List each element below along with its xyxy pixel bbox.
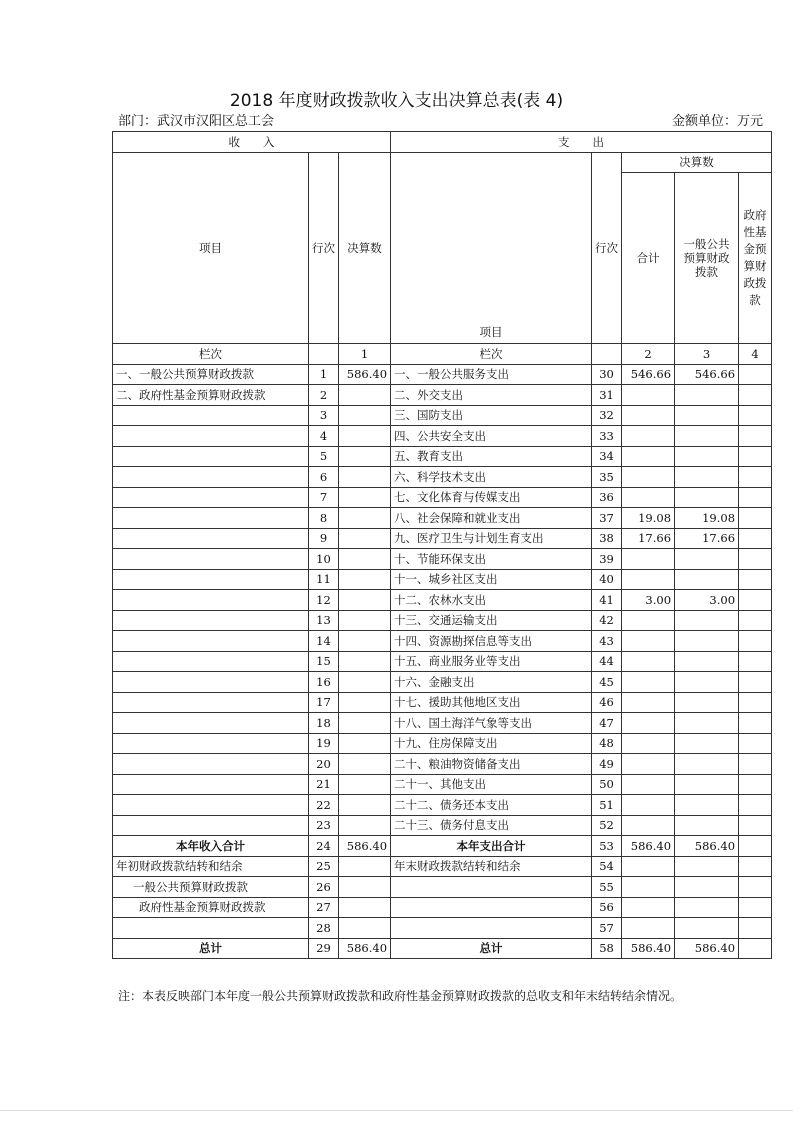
table-row xyxy=(113,508,772,529)
final-amount-header: 决算数 xyxy=(622,152,772,173)
table-row xyxy=(113,549,772,570)
in-no-cell: 1 xyxy=(309,364,339,385)
ex-no-cell: 31 xyxy=(592,385,622,406)
row-label-cell: 栏次 xyxy=(113,344,309,365)
table-row xyxy=(113,774,772,795)
ex-total-cell xyxy=(622,426,675,447)
ex-no-cell: 47 xyxy=(592,713,622,734)
ex-no-cell: 30 xyxy=(592,364,622,385)
ex-gen-cell xyxy=(675,631,739,652)
in-amt-cell xyxy=(339,549,391,570)
in-amt-cell xyxy=(339,508,391,529)
ex-total-cell xyxy=(622,692,675,713)
in-no-cell: 16 xyxy=(309,672,339,693)
ex-total-cell xyxy=(622,795,675,816)
ex-fund-cell xyxy=(739,446,772,467)
col-index-3: 3 xyxy=(675,344,739,365)
in-no-cell: 2 xyxy=(309,385,339,406)
ex-item-cell: 十九、住房保障支出 xyxy=(391,733,592,754)
in-item-cell xyxy=(113,405,309,426)
in-item-cell: 一、一般公共预算财政拨款 xyxy=(113,364,309,385)
ex-total-cell xyxy=(622,774,675,795)
table-row xyxy=(113,631,772,652)
line-no: 53 xyxy=(592,836,622,857)
ex-total-cell: 17.66 xyxy=(622,528,675,549)
in-no-cell: 19 xyxy=(309,733,339,754)
general-carry-label: 一般公共预算财政拨款 xyxy=(113,877,309,898)
in-no-cell: 11 xyxy=(309,569,339,590)
table-row xyxy=(113,610,772,631)
in-amt-cell xyxy=(339,528,391,549)
amount: 586.40 xyxy=(675,938,739,959)
income-header: 收 入 xyxy=(113,132,391,153)
ex-fund-cell xyxy=(739,426,772,447)
in-amt-cell xyxy=(339,610,391,631)
total-header: 合计 xyxy=(622,173,675,344)
in-no-cell: 7 xyxy=(309,487,339,508)
ex-fund-cell xyxy=(739,795,772,816)
ex-gen-cell xyxy=(675,733,739,754)
ex-total-cell xyxy=(622,651,675,672)
ex-gen-cell xyxy=(675,385,739,406)
in-item-cell xyxy=(113,446,309,467)
in-amt-cell: 586.40 xyxy=(339,364,391,385)
col-index-4: 4 xyxy=(739,344,772,365)
ex-item-cell: 二十二、债务还本支出 xyxy=(391,795,592,816)
ex-gen-cell xyxy=(675,426,739,447)
in-no-cell: 18 xyxy=(309,713,339,734)
ex-total-cell xyxy=(622,610,675,631)
amount: 586.40 xyxy=(339,938,391,959)
ex-gen-cell xyxy=(675,569,739,590)
in-amt-cell xyxy=(339,569,391,590)
ex-item-cell: 四、公共安全支出 xyxy=(391,426,592,447)
in-no-cell: 6 xyxy=(309,467,339,488)
ex-no-cell: 49 xyxy=(592,754,622,775)
col-index-1: 1 xyxy=(339,344,391,365)
ex-gen-cell xyxy=(675,487,739,508)
table-row xyxy=(113,364,772,385)
in-item-cell xyxy=(113,467,309,488)
empty-cell xyxy=(592,344,622,365)
table-row xyxy=(113,405,772,426)
in-amt-cell xyxy=(339,733,391,754)
table-row xyxy=(113,815,772,836)
ex-item-cell: 六、科学技术支出 xyxy=(391,467,592,488)
in-item-cell xyxy=(113,692,309,713)
table-row xyxy=(113,672,772,693)
ex-item-cell: 五、教育支出 xyxy=(391,446,592,467)
ex-no-cell: 38 xyxy=(592,528,622,549)
income-line-header: 行次 xyxy=(309,152,339,344)
table-row xyxy=(113,733,772,754)
year-expense-label: 本年支出合计 xyxy=(391,836,592,857)
ex-item-cell: 十一、城乡社区支出 xyxy=(391,569,592,590)
ex-gen-cell xyxy=(675,467,739,488)
ex-total-cell xyxy=(622,672,675,693)
ex-fund-cell xyxy=(739,508,772,529)
table-row xyxy=(113,651,772,672)
in-no-cell: 15 xyxy=(309,651,339,672)
table-row xyxy=(113,713,772,734)
ex-fund-cell xyxy=(739,631,772,652)
in-no-cell: 17 xyxy=(309,692,339,713)
table-row xyxy=(113,795,772,816)
budget-table xyxy=(112,131,772,959)
empty-cell xyxy=(309,344,339,365)
expense-header: 支 出 xyxy=(391,132,772,153)
in-item-cell xyxy=(113,590,309,611)
fund-carry-label: 政府性基金预算财政拨款 xyxy=(113,897,309,918)
ex-total-cell xyxy=(622,631,675,652)
ex-gen-cell xyxy=(675,795,739,816)
ex-item-cell: 十六、金融支出 xyxy=(391,672,592,693)
ex-gen-cell xyxy=(675,815,739,836)
in-item-cell xyxy=(113,713,309,734)
ex-no-cell: 50 xyxy=(592,774,622,795)
ex-gen-cell xyxy=(675,549,739,570)
in-no-cell: 21 xyxy=(309,774,339,795)
ex-item-cell: 二十、粮油物资储备支出 xyxy=(391,754,592,775)
in-amt-cell xyxy=(339,426,391,447)
in-amt-cell xyxy=(339,467,391,488)
empty-cell xyxy=(339,856,391,877)
in-amt-cell xyxy=(339,692,391,713)
ex-no-cell: 40 xyxy=(592,569,622,590)
line-no: 58 xyxy=(592,938,622,959)
ex-no-cell: 35 xyxy=(592,467,622,488)
ex-item-cell: 十五、商业服务业等支出 xyxy=(391,651,592,672)
expense-item-header: 项目 xyxy=(391,152,592,344)
ex-total-cell xyxy=(622,733,675,754)
ex-gen-cell xyxy=(675,692,739,713)
ex-fund-cell xyxy=(739,774,772,795)
in-amt-cell xyxy=(339,754,391,775)
in-item-cell xyxy=(113,487,309,508)
ex-fund-cell xyxy=(739,569,772,590)
ex-no-cell: 44 xyxy=(592,651,622,672)
ex-item-cell: 二、外交支出 xyxy=(391,385,592,406)
ex-item-cell: 十四、资源勘探信息等支出 xyxy=(391,631,592,652)
in-amt-cell xyxy=(339,672,391,693)
ex-fund-cell xyxy=(739,549,772,570)
amount: 586.40 xyxy=(339,836,391,857)
in-no-cell: 20 xyxy=(309,754,339,775)
row-label-cell: 栏次 xyxy=(391,344,592,365)
unit-label: 金额单位：万元 xyxy=(671,114,763,129)
ex-gen-cell xyxy=(675,713,739,734)
amount: 586.40 xyxy=(622,938,675,959)
ex-fund-cell xyxy=(739,713,772,734)
table-row xyxy=(113,692,772,713)
ex-total-cell xyxy=(622,467,675,488)
carry-out-label: 年末财政拨款结转和结余 xyxy=(391,856,592,877)
ex-no-cell: 51 xyxy=(592,795,622,816)
in-amt-cell xyxy=(339,487,391,508)
ex-no-cell: 33 xyxy=(592,426,622,447)
ex-item-cell: 八、社会保障和就业支出 xyxy=(391,508,592,529)
ex-total-cell xyxy=(622,754,675,775)
ex-gen-cell xyxy=(675,405,739,426)
ex-no-cell: 34 xyxy=(592,446,622,467)
table-row xyxy=(113,754,772,775)
ex-fund-cell xyxy=(739,733,772,754)
line-no: 54 xyxy=(592,856,622,877)
carry-in-label: 年初财政拨款结转和结余 xyxy=(113,856,309,877)
in-amt-cell xyxy=(339,590,391,611)
ex-item-cell: 十八、国土海洋气象等支出 xyxy=(391,713,592,734)
in-item-cell xyxy=(113,549,309,570)
table-row xyxy=(113,569,772,590)
ex-item-cell: 二十一、其他支出 xyxy=(391,774,592,795)
table-row xyxy=(113,590,772,611)
in-no-cell: 23 xyxy=(309,815,339,836)
ex-fund-cell xyxy=(739,815,772,836)
ex-fund-cell xyxy=(739,610,772,631)
ex-no-cell: 46 xyxy=(592,692,622,713)
in-no-cell: 13 xyxy=(309,610,339,631)
ex-no-cell: 48 xyxy=(592,733,622,754)
in-no-cell: 14 xyxy=(309,631,339,652)
in-item-cell xyxy=(113,815,309,836)
ex-no-cell: 36 xyxy=(592,487,622,508)
ex-no-cell: 43 xyxy=(592,631,622,652)
ex-gen-cell: 17.66 xyxy=(675,528,739,549)
ex-fund-cell xyxy=(739,672,772,693)
amount: 586.40 xyxy=(675,836,739,857)
ex-item-cell: 七、文化体育与传媒支出 xyxy=(391,487,592,508)
in-no-cell: 12 xyxy=(309,590,339,611)
ex-total-cell: 19.08 xyxy=(622,508,675,529)
in-amt-cell xyxy=(339,713,391,734)
ex-item-cell: 十七、援助其他地区支出 xyxy=(391,692,592,713)
ex-total-cell xyxy=(622,549,675,570)
ex-no-cell: 52 xyxy=(592,815,622,836)
in-no-cell: 5 xyxy=(309,446,339,467)
ex-fund-cell xyxy=(739,364,772,385)
in-item-cell xyxy=(113,569,309,590)
in-item-cell xyxy=(113,508,309,529)
in-amt-cell xyxy=(339,385,391,406)
year-income-label: 本年收入合计 xyxy=(113,836,309,857)
in-no-cell: 4 xyxy=(309,426,339,447)
ex-no-cell: 37 xyxy=(592,508,622,529)
ex-no-cell: 42 xyxy=(592,610,622,631)
in-item-cell xyxy=(113,651,309,672)
ex-gen-cell xyxy=(675,754,739,775)
table-row xyxy=(113,446,772,467)
ex-total-cell xyxy=(622,405,675,426)
in-no-cell: 10 xyxy=(309,549,339,570)
in-item-cell xyxy=(113,774,309,795)
ex-fund-cell xyxy=(739,385,772,406)
ex-fund-cell xyxy=(739,405,772,426)
in-item-cell xyxy=(113,672,309,693)
amount: 586.40 xyxy=(622,836,675,857)
ex-fund-cell xyxy=(739,590,772,611)
footnote: 注：本表反映部门本年度一般公共预算财政拨款和政府性基金预算财政拨款的总收支和年末结转结余情况。 xyxy=(118,989,683,1003)
in-amt-cell xyxy=(339,631,391,652)
in-no-cell: 8 xyxy=(309,508,339,529)
ex-item-cell: 十三、交通运输支出 xyxy=(391,610,592,631)
ex-item-cell: 十、节能环保支出 xyxy=(391,549,592,570)
ex-item-cell: 十二、农林水支出 xyxy=(391,590,592,611)
department-label: 部门：武汉市汉阳区总工会 xyxy=(118,114,275,129)
in-item-cell: 二、政府性基金预算财政拨款 xyxy=(113,385,309,406)
ex-total-cell xyxy=(622,713,675,734)
ex-total-cell: 3.00 xyxy=(622,590,675,611)
in-amt-cell xyxy=(339,774,391,795)
ex-total-cell xyxy=(622,815,675,836)
ex-total-cell: 546.66 xyxy=(622,364,675,385)
ex-gen-cell: 546.66 xyxy=(675,364,739,385)
in-amt-cell xyxy=(339,405,391,426)
line-no: 57 xyxy=(592,918,622,939)
table-row xyxy=(113,385,772,406)
grand-expense-label: 总计 xyxy=(391,938,592,959)
empty-cell xyxy=(739,836,772,857)
ex-gen-cell xyxy=(675,672,739,693)
divider xyxy=(0,1110,793,1111)
ex-total-cell xyxy=(622,385,675,406)
ex-gen-cell xyxy=(675,774,739,795)
ex-fund-cell xyxy=(739,487,772,508)
ex-gen-cell xyxy=(675,446,739,467)
ex-fund-cell xyxy=(739,651,772,672)
ex-item-cell: 九、医疗卫生与计划生育支出 xyxy=(391,528,592,549)
in-item-cell xyxy=(113,528,309,549)
in-no-cell: 3 xyxy=(309,405,339,426)
ex-total-cell xyxy=(622,569,675,590)
ex-fund-cell xyxy=(739,528,772,549)
ex-fund-cell xyxy=(739,467,772,488)
ex-gen-cell xyxy=(675,651,739,672)
ex-gen-cell: 3.00 xyxy=(675,590,739,611)
ex-no-cell: 39 xyxy=(592,549,622,570)
ex-item-cell: 一、一般公共服务支出 xyxy=(391,364,592,385)
table-row xyxy=(113,426,772,447)
ex-total-cell xyxy=(622,446,675,467)
income-item-header: 项目 xyxy=(113,152,309,344)
ex-gen-cell: 19.08 xyxy=(675,508,739,529)
ex-fund-cell xyxy=(739,754,772,775)
ex-fund-cell xyxy=(739,692,772,713)
in-no-cell: 9 xyxy=(309,528,339,549)
line-no: 27 xyxy=(309,897,339,918)
expense-line-header: 行次 xyxy=(592,152,622,344)
in-item-cell xyxy=(113,610,309,631)
in-amt-cell xyxy=(339,795,391,816)
line-no: 24 xyxy=(309,836,339,857)
in-amt-cell xyxy=(339,815,391,836)
ex-no-cell: 32 xyxy=(592,405,622,426)
ex-item-cell: 二十三、债务付息支出 xyxy=(391,815,592,836)
in-item-cell xyxy=(113,733,309,754)
line-no: 25 xyxy=(309,856,339,877)
ex-total-cell xyxy=(622,487,675,508)
ex-item-cell: 三、国防支出 xyxy=(391,405,592,426)
line-no: 26 xyxy=(309,877,339,898)
grand-total-label: 总计 xyxy=(113,938,309,959)
page-title: 2018 年度财政拨款收入支出决算总表(表 4) xyxy=(229,91,564,111)
in-item-cell xyxy=(113,795,309,816)
in-item-cell xyxy=(113,426,309,447)
in-no-cell: 22 xyxy=(309,795,339,816)
table-row xyxy=(113,528,772,549)
line-no: 56 xyxy=(592,897,622,918)
ex-no-cell: 41 xyxy=(592,590,622,611)
table-row xyxy=(113,467,772,488)
in-item-cell xyxy=(113,631,309,652)
ex-no-cell: 45 xyxy=(592,672,622,693)
line-no: 28 xyxy=(309,918,339,939)
general-budget-header: 一般公共预算财政拨款 xyxy=(675,173,739,344)
in-item-cell xyxy=(113,754,309,775)
line-no: 29 xyxy=(309,938,339,959)
in-amt-cell xyxy=(339,651,391,672)
col-index-2: 2 xyxy=(622,344,675,365)
line-no: 55 xyxy=(592,877,622,898)
income-amount-header: 决算数 xyxy=(339,152,391,344)
in-amt-cell xyxy=(339,446,391,467)
fund-budget-header: 政府性基金预算财政拨款 xyxy=(739,173,772,344)
table-row xyxy=(113,487,772,508)
ex-gen-cell xyxy=(675,610,739,631)
